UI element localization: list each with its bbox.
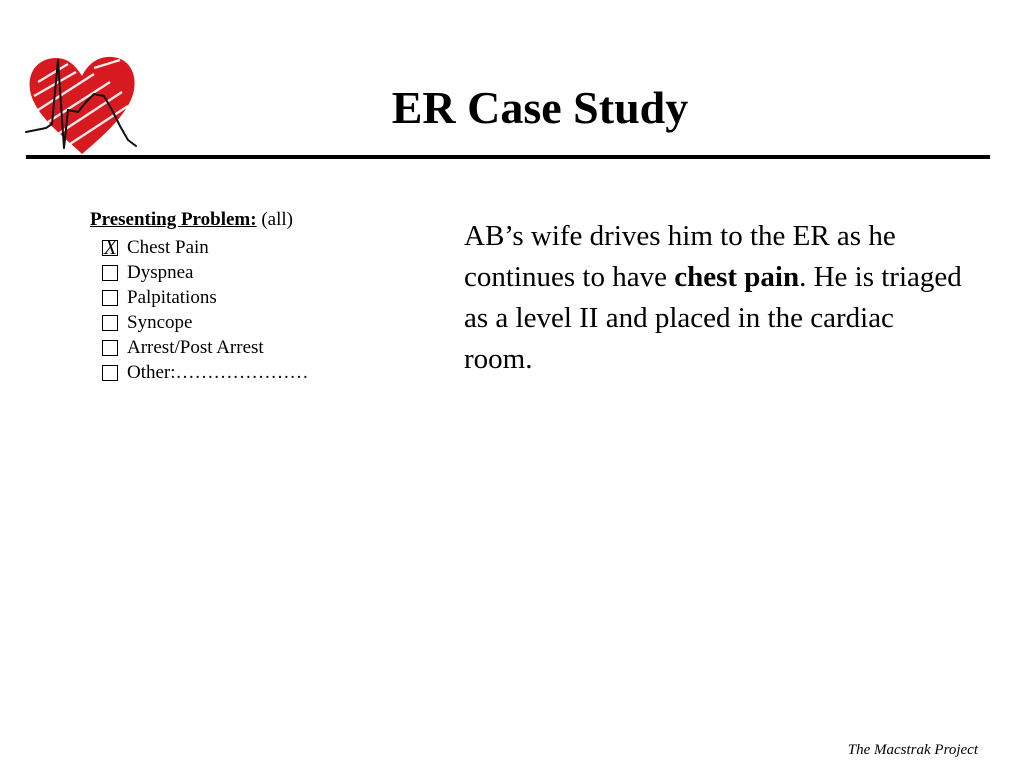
arrest-checkbox[interactable] [102,340,118,356]
problem-item-label: Chest Pain [127,237,209,258]
dyspnea-checkbox[interactable] [102,265,118,281]
problem-item-chest-pain [102,235,390,260]
problem-item-dyspnea [102,260,390,285]
presenting-problem-list [102,235,390,385]
narrative-text-end: . He is triaged as a level II and placed in the cardiac room. [464,261,962,375]
footer-credit: The Macstrak Project [847,742,978,758]
problem-item-label: Palpitations [127,287,217,308]
heart-ecg-logo [24,52,140,160]
problem-item-label: Arrest/Post Arrest [127,337,264,358]
heart-ecg-icon [24,52,140,160]
problem-item-label: Dyspnea [127,262,194,283]
problem-item-arrest [102,335,390,360]
problem-item-palpitations [102,285,390,310]
presenting-problem-label: Presenting Problem: [90,209,257,230]
narrative-emphasis: chest pain [674,261,800,293]
chest-pain-checkbox[interactable] [102,234,118,259]
narrative-text-start: AB’s wife drives him to the ER as he continues to have [464,220,896,293]
problem-item-other [102,360,390,385]
presenting-problem-note: (all) [261,209,293,230]
presenting-problem-heading [90,208,390,232]
syncope-checkbox[interactable] [102,315,118,331]
case-narrative [464,216,964,380]
problem-item-syncope [102,310,390,335]
check-mark: X [104,234,117,259]
palpitations-checkbox[interactable] [102,290,118,306]
problem-item-label: Syncope [127,312,193,333]
other-checkbox[interactable] [102,365,118,381]
title-divider [26,155,990,159]
problem-item-label: Other:………………… [127,362,309,383]
presenting-problem-panel [90,208,390,385]
page-title: ER Case Study [391,82,689,133]
